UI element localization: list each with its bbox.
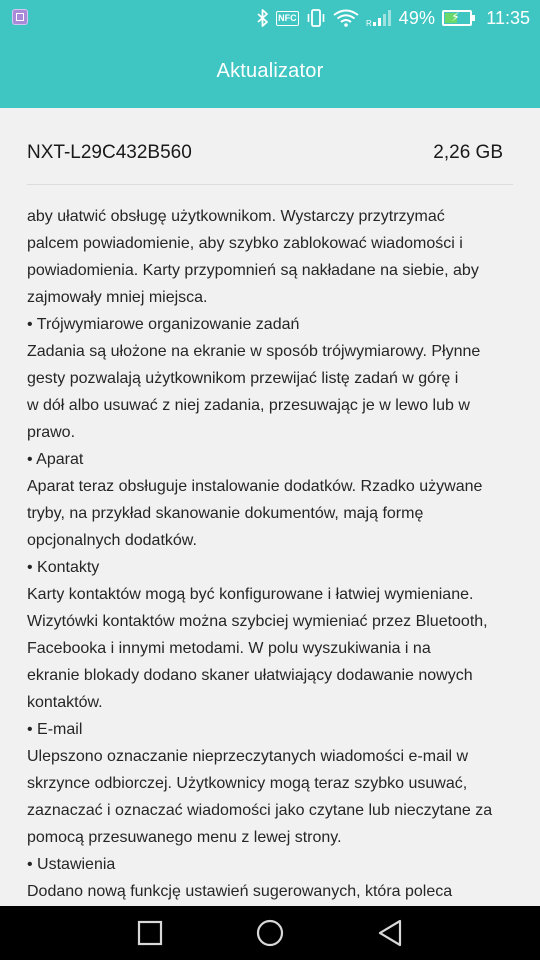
title-bar [0, 36, 540, 108]
home-button[interactable] [240, 906, 300, 960]
changelog-line: zaznaczać i oznaczać wiadomości jako czytane lub nieczytane za [27, 802, 493, 819]
package-info-row [27, 142, 513, 168]
changelog-line: gesty pozwalają użytkownikom przewijać listę zadań w górę i [27, 370, 459, 387]
changelog-line: skrzynce odbiorczej. Użytkownicy mogą teraz szybko usuwać, [27, 775, 468, 792]
changelog-line: Wizytówki kontaktów można szybciej wymieniać przez Bluetooth, [27, 613, 488, 630]
status-bar [0, 0, 540, 36]
update-details[interactable] [0, 108, 540, 906]
wifi-icon [333, 9, 359, 27]
recent-apps-square-icon [136, 919, 164, 947]
signal-label: R [365, 19, 372, 27]
vibrate-icon [306, 9, 326, 27]
back-triangle-icon [376, 919, 404, 947]
changelog-line: prawo. [27, 424, 76, 441]
charging-bolt-icon: ⚡ [451, 10, 460, 24]
changelog-line: aby ułatwić obsługę użytkownikom. Wystarczy przytrzymać [27, 208, 445, 225]
back-button[interactable] [360, 906, 420, 960]
changelog-line: zajmowały mniej miejsca. [27, 289, 208, 306]
nfc-icon: NFC [276, 11, 299, 26]
changelog-section-heading: • Trójwymiarowe organizowanie zadań [27, 316, 300, 333]
battery-charging-icon [442, 10, 472, 26]
changelog-line: pomocą przesuwanego menu z lewej strony. [27, 829, 342, 846]
bluetooth-icon [257, 9, 269, 27]
changelog-line: opcjonalnych dodatków. [27, 532, 197, 549]
changelog-line: Dodano nową funkcję ustawień sugerowanych, która poleca [27, 883, 453, 900]
changelog-section-heading: • Kontakty [27, 559, 100, 576]
divider [27, 184, 513, 185]
page-title: Aktualizator [216, 60, 324, 82]
home-circle-icon [256, 919, 284, 947]
changelog-line: palcem powiadomienie, aby szybko zablokować wiadomości i [27, 235, 463, 252]
changelog-section-heading: • Ustawienia [27, 856, 116, 873]
changelog-line: Facebooka i innymi metodami. W polu wyszukiwania i na [27, 640, 431, 657]
status-icons [257, 0, 530, 36]
changelog-line: tryby, na przykład skanowanie dokumentów, mają formę [27, 505, 424, 522]
changelog-text [27, 203, 517, 905]
changelog-line: Aparat teraz obsługuje instalowanie dodatków. Rzadko używane [27, 478, 483, 495]
changelog-line: ekranie blokady dodano skaner ułatwiający dodawanie nowych [27, 667, 473, 684]
changelog-section-heading: • Aparat [27, 451, 84, 468]
changelog-section-heading: • E-mail [27, 721, 83, 738]
package-name: NXT-L29C432B560 [27, 142, 192, 163]
package-size: 2,26 GB [433, 142, 503, 163]
changelog-line: Ulepszono oznaczanie nieprzeczytanych wiadomości e-mail w [27, 748, 469, 765]
signal-icon [366, 9, 392, 27]
changelog-line: w dół albo usuwać z niej zadania, przesuwając je w lewo lub w [27, 397, 470, 414]
battery-percent: 49% [398, 7, 436, 28]
navigation-bar [0, 906, 540, 960]
status-time: 11:35 [486, 7, 530, 28]
changelog-line: Zadania są ułożone na ekranie w sposób trójwymiarowy. Płynne [27, 343, 481, 360]
changelog-line: powiadomienia. Karty przypomnień są nakładane na siebie, aby [27, 262, 479, 279]
changelog-line: Karty kontaktów mogą być konfigurowane i łatwiej wymieniane. [27, 586, 474, 603]
recent-apps-button[interactable] [120, 906, 180, 960]
screenshot-icon [12, 9, 28, 25]
changelog-line: kontaktów. [27, 694, 103, 711]
